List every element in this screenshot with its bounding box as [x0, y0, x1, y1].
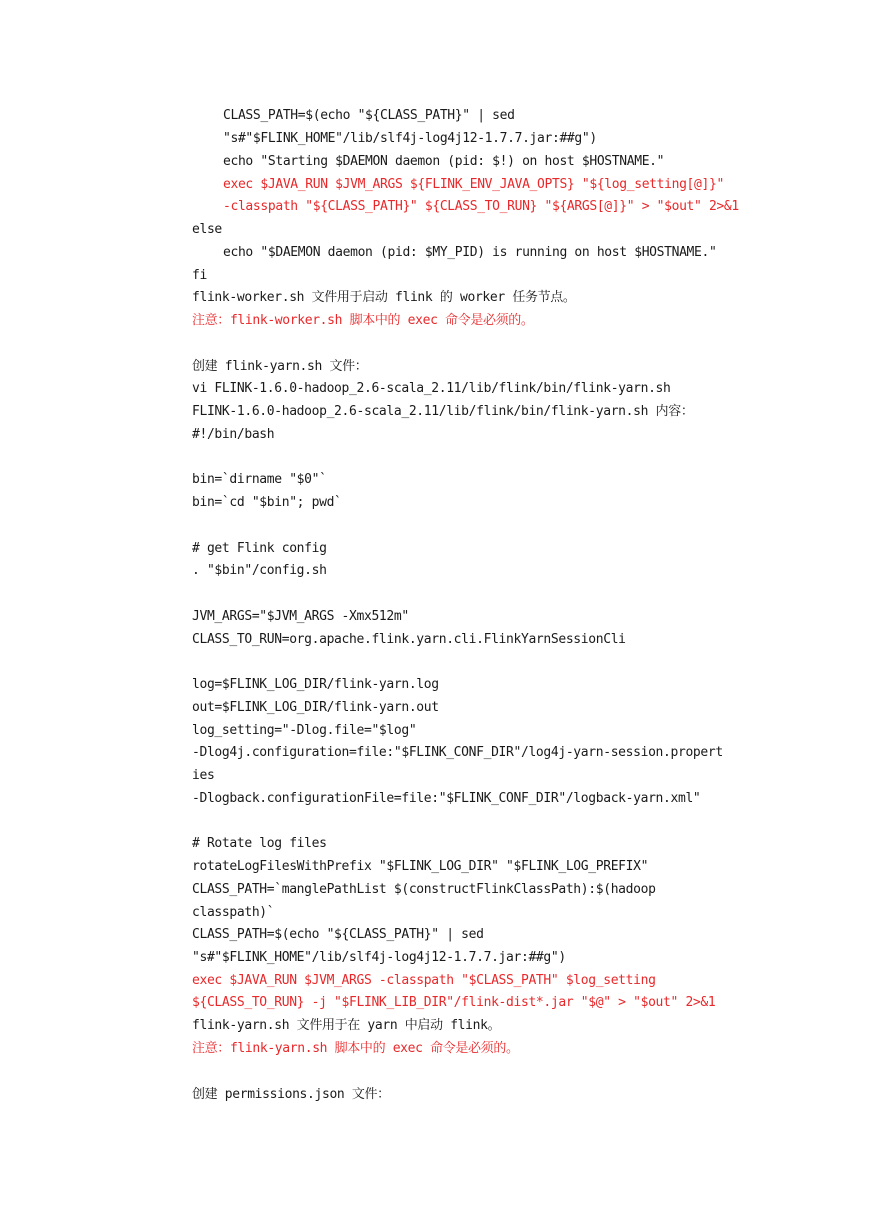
note-line: 注意：flink-yarn.sh 脚本中的 exec 命令是必须的。 — [192, 1041, 519, 1056]
code-line: CLASS_PATH=`manglePathList $(constructFlinkClassPath):$(hadoop — [192, 882, 656, 897]
code-line: #!/bin/bash — [192, 427, 275, 442]
code-line: bin=`cd "$bin"; pwd` — [192, 495, 342, 510]
text-line: 创建 flink-yarn.sh 文件： — [192, 359, 368, 374]
code-line: CLASS_PATH=$(echo "${CLASS_PATH}" | sed — [192, 927, 484, 942]
code-line: CLASS_PATH=$(echo "${CLASS_PATH}" | sed — [223, 108, 515, 123]
code-line: out=$FLINK_LOG_DIR/flink-yarn.out — [192, 700, 439, 715]
code-line: -Dlogback.configurationFile=file:"$FLINK_CONF_DIR"/logback-yarn.xml" — [192, 791, 701, 806]
code-line: vi FLINK-1.6.0-hadoop_2.6-scala_2.11/lib/flink/bin/flink-yarn.sh — [192, 381, 671, 396]
code-line-highlighted: -classpath "${CLASS_PATH}" ${CLASS_TO_RUN} "${ARGS[@]}" > "$out" 2>&1 — [223, 199, 739, 214]
code-line: . "$bin"/config.sh — [192, 563, 327, 578]
code-line: "s#"$FLINK_HOME"/lib/slf4j-log4j12-1.7.7.jar:##g") — [223, 131, 597, 146]
code-line: ies — [192, 768, 215, 783]
code-line: fi — [192, 268, 207, 283]
code-line: log_setting="-Dlog.file="$log" — [192, 723, 417, 738]
code-line: classpath)` — [192, 905, 275, 920]
code-line: else — [192, 222, 222, 237]
text-line: flink-yarn.sh 文件用于在 yarn 中启动 flink。 — [192, 1018, 501, 1033]
note-line: 注意：flink-worker.sh 脚本中的 exec 命令是必须的。 — [192, 313, 534, 328]
text-line: 创建 permissions.json 文件： — [192, 1087, 390, 1102]
code-line: echo "Starting $DAEMON daemon (pid: $!) on host $HOSTNAME." — [223, 154, 665, 169]
code-line: # Rotate log files — [192, 836, 327, 851]
code-line: echo "$DAEMON daemon (pid: $MY_PID) is running on host $HOSTNAME." — [223, 245, 717, 260]
code-line: CLASS_TO_RUN=org.apache.flink.yarn.cli.FlinkYarnSessionCli — [192, 632, 626, 647]
text-line: flink-worker.sh 文件用于启动 flink 的 worker 任务节点。 — [192, 290, 576, 305]
code-line: rotateLogFilesWithPrefix "$FLINK_LOG_DIR" "$FLINK_LOG_PREFIX" — [192, 859, 649, 874]
code-line: -Dlog4j.configuration=file:"$FLINK_CONF_DIR"/log4j-yarn-session.propert — [192, 745, 723, 760]
code-line-highlighted: exec $JAVA_RUN $JVM_ARGS -classpath "$CLASS_PATH" $log_setting — [192, 973, 656, 988]
code-line: # get Flink config — [192, 541, 327, 556]
code-line: log=$FLINK_LOG_DIR/flink-yarn.log — [192, 677, 439, 692]
code-line: bin=`dirname "$0"` — [192, 472, 327, 487]
code-line: "s#"$FLINK_HOME"/lib/slf4j-log4j12-1.7.7.jar:##g") — [192, 950, 566, 965]
text-line: FLINK-1.6.0-hadoop_2.6-scala_2.11/lib/flink/bin/flink-yarn.sh 内容： — [192, 404, 694, 419]
code-line-highlighted: ${CLASS_TO_RUN} -j "$FLINK_LIB_DIR"/flink-dist*.jar "$@" > "$out" 2>&1 — [192, 995, 716, 1010]
code-line: JVM_ARGS="$JVM_ARGS -Xmx512m" — [192, 609, 409, 624]
code-line-highlighted: exec $JAVA_RUN $JVM_ARGS ${FLINK_ENV_JAVA_OPTS} "${log_setting[@]}" — [223, 177, 724, 192]
